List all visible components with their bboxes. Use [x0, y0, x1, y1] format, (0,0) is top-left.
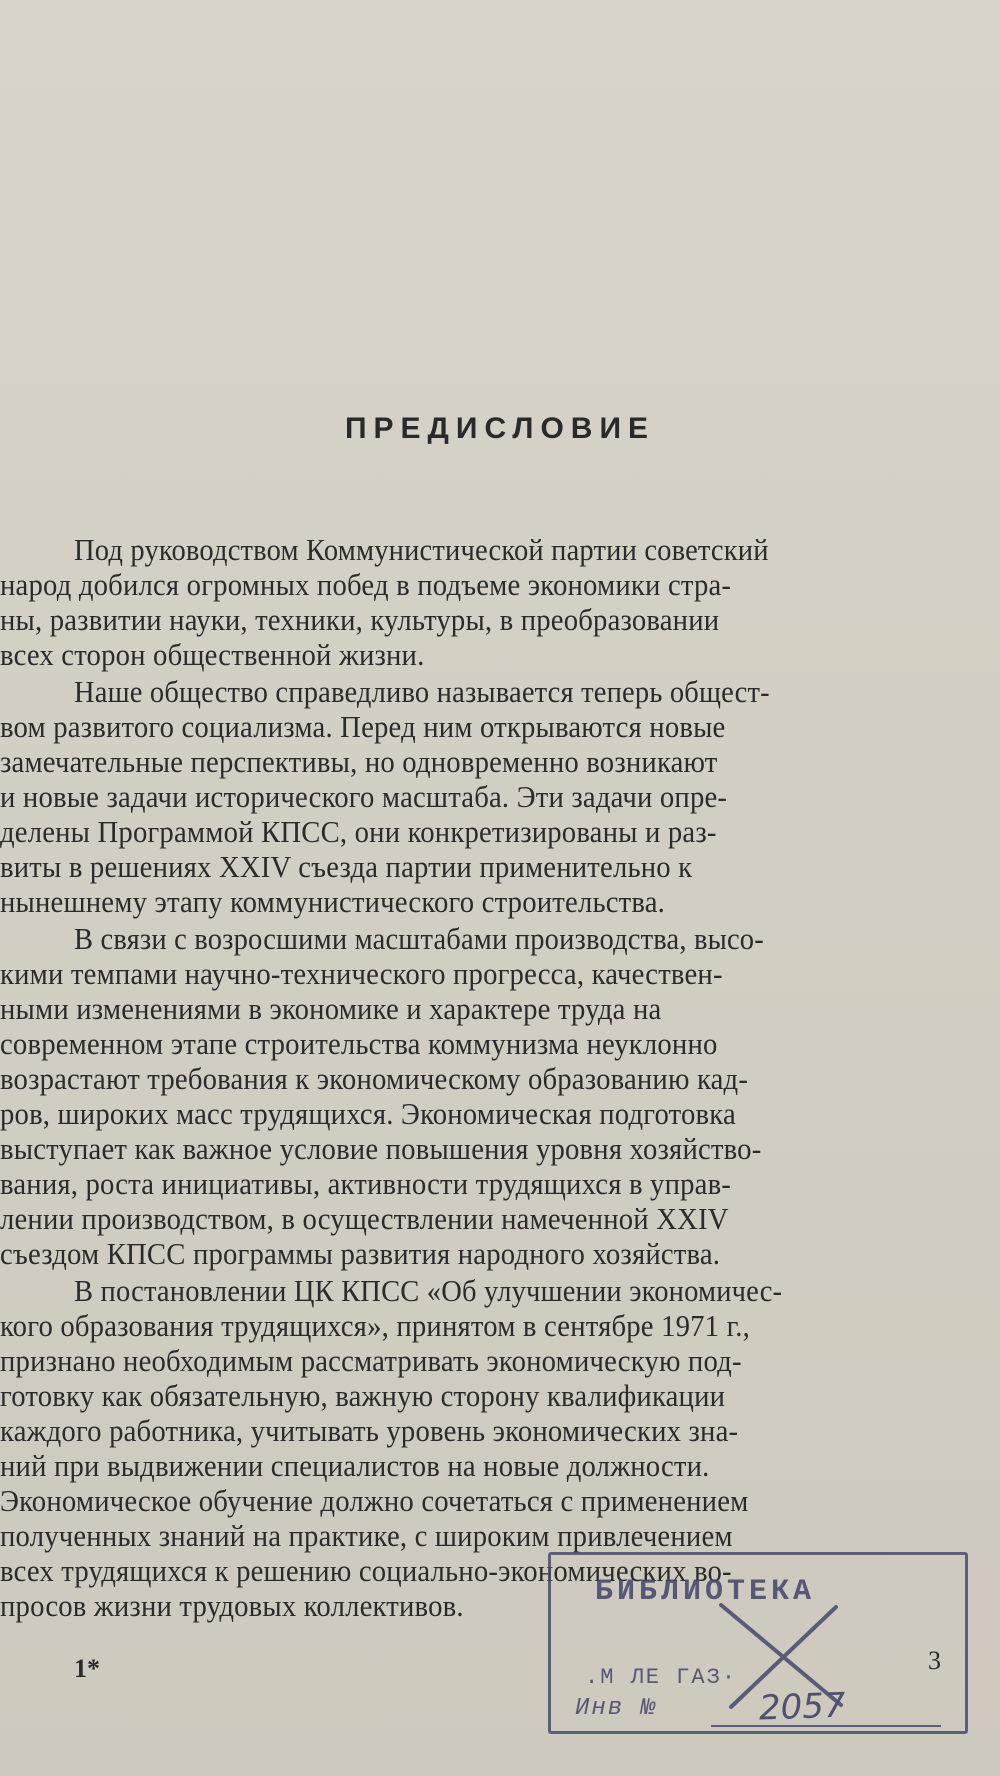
text-line: ров, широких масс трудящихся. Экономическая подготовка: [0, 1096, 736, 1131]
page-number: 3: [928, 1646, 941, 1675]
text-line: замечательные перспективы, но одновременно возникают: [0, 744, 718, 779]
text-line: кими темпами научно-технического прогресса, качествен-: [0, 956, 723, 991]
stamp-inventory-number: 2057: [758, 1685, 847, 1729]
text-line: народ добился огромных побед в подъеме экономики стра-: [0, 567, 732, 602]
text-line: ными изменениями в экономике и характере труда на: [0, 991, 662, 1026]
text-line: Наше общество справедливо называется теперь общест-: [74, 674, 770, 709]
text-line: современном этапе строительства коммунизма неуклонно: [0, 1026, 718, 1061]
text-line: Под руководством Коммунистической партии советский: [74, 532, 769, 567]
text-line: выступает как важное условие повышения уровня хозяйство-: [0, 1131, 762, 1166]
text-line: делены Программой КПСС, они конкретизированы и раз-: [0, 814, 717, 849]
text-line: готовку как обязательную, важную сторону квалификации: [0, 1378, 726, 1413]
text-line: Экономическое обучение должно сочетаться с применением: [0, 1483, 749, 1518]
text-line: виты в решениях XXIV съезда партии применительно к: [0, 849, 693, 884]
text-line: ны, развитии науки, техники, культуры, в преобразовании: [0, 602, 720, 637]
text-line: всех трудящихся к решению социально-экономических во-: [0, 1553, 732, 1588]
page-title: ПРЕДИСЛОВИЕ: [344, 412, 656, 445]
stamp-underline: [711, 1725, 941, 1727]
text-line: В связи с возросшими масштабами производства, высо-: [74, 921, 764, 956]
text-line: кого образования трудящихся», принятом в сентябре 1971 г.,: [0, 1308, 751, 1343]
text-line: и новые задачи исторического масштаба. Эти задачи опре-: [0, 779, 728, 814]
text-line: вом развитого социализма. Перед ним открываются новые: [0, 709, 726, 744]
text-line: лении производством, в осуществлении намеченной XXIV: [0, 1201, 729, 1236]
text-line: вания, роста инициативы, активности трудящихся в управ-: [0, 1166, 732, 1201]
body-text: [0, 532, 996, 1623]
stamp-inventory-label: Инв №: [575, 1695, 658, 1722]
text-line: В постановлении ЦК КПСС «Об улучшении экономичес-: [74, 1273, 783, 1308]
text-line: полученных знаний на практике, с широким привлечением: [0, 1518, 733, 1553]
library-stamp: [548, 1552, 968, 1734]
text-line: возрастают требования к экономическому образованию кад-: [0, 1061, 749, 1096]
signature-mark: 1*: [74, 1654, 100, 1683]
text-line: съездом КПСС программы развития народного хозяйства.: [0, 1236, 721, 1271]
stamp-city-text: .М ЛЕ ГАЗ·: [585, 1665, 738, 1690]
text-line: ний при выдвижении специалистов на новые должности.: [0, 1448, 710, 1483]
text-line: просов жизни трудовых коллективов.: [0, 1588, 464, 1623]
text-line: признано необходимым рассматривать экономическую под-: [0, 1343, 742, 1378]
stamp-library-text: БИБЛИОТЕКА: [595, 1575, 816, 1609]
text-line: всех сторон общественной жизни.: [0, 637, 425, 672]
text-line: нынешнему этапу коммунистического строительства.: [0, 884, 666, 919]
text-line: каждого работника, учитывать уровень экономических зна-: [0, 1413, 739, 1448]
